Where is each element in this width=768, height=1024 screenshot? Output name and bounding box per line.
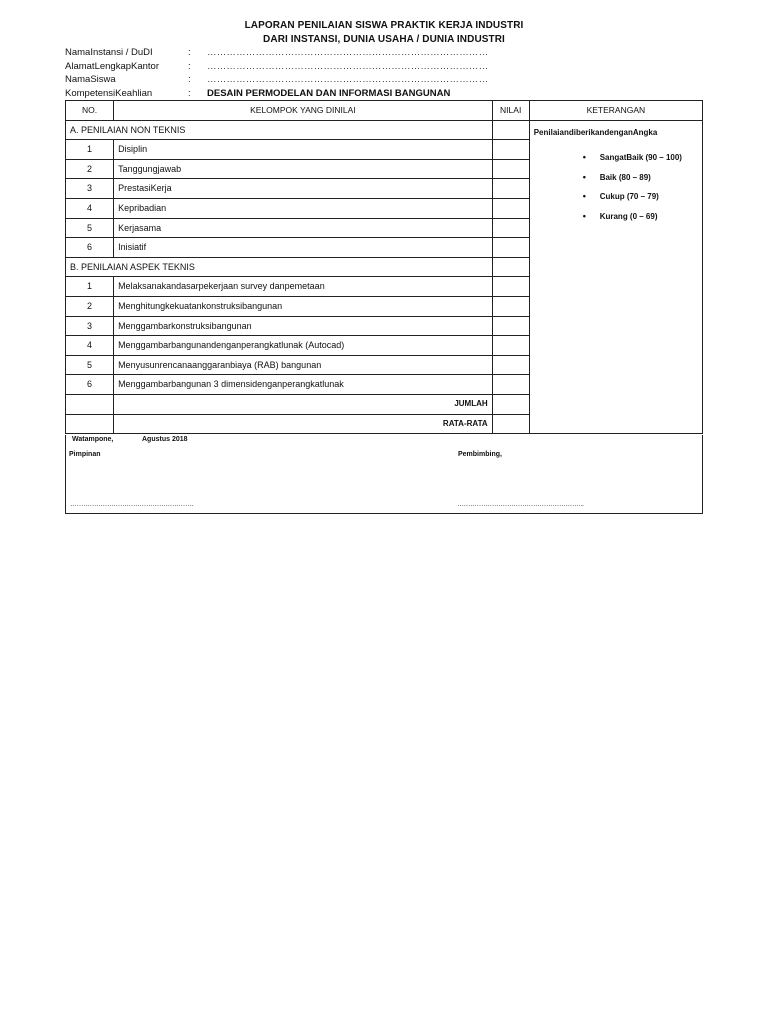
nilai-cell[interactable] [492, 238, 529, 258]
grade-scale-list [534, 148, 698, 226]
keterangan-title: PenilaiandiberikandenganAngka [533, 127, 658, 137]
bullet-icon: • [582, 210, 586, 221]
grade-label: Cukup (70 – 79) [599, 192, 659, 202]
row-item: Menggambarkonstruksibangunan [114, 316, 493, 336]
pembimbing-label: Pembimbing, [458, 451, 502, 458]
nilai-cell[interactable] [492, 179, 529, 199]
row-item: Melaksanakandasarpekerjaan survey danpemetaan [114, 277, 493, 297]
info-label: AlamatLengkapKantor [65, 60, 160, 72]
signature-date: Agustus 2018 [142, 436, 188, 443]
nilai-cell[interactable] [492, 355, 529, 375]
row-number: 4 [66, 336, 114, 356]
row-number: 1 [66, 277, 114, 297]
row-item: Kepribadian [114, 198, 493, 218]
row-number: 1 [66, 140, 114, 160]
signature-box [65, 435, 703, 514]
report-title-line1: LAPORAN PENILAIAN SISWA PRAKTIK KERJA INDUSTRI [244, 20, 524, 31]
info-label: KompetensiKeahlian [65, 87, 153, 99]
info-value: …………………………………………………………………………… [207, 47, 489, 58]
assessment-table [65, 100, 703, 434]
nilai-cell[interactable] [492, 218, 529, 238]
jumlah-value-cell[interactable] [492, 394, 529, 414]
row-number: 6 [66, 238, 114, 258]
table-header-row [66, 101, 703, 121]
section-a-label: A. PENILAIAN NON TEKNIS [66, 120, 493, 140]
grade-item [534, 207, 698, 227]
header-keterangan: KETERANGAN [529, 101, 702, 121]
info-value: DESAIN PERMODELAN DAN INFORMASI BANGUNAN [207, 87, 451, 99]
row-item: Tanggungjawab [114, 159, 493, 179]
info-colon: : [188, 74, 191, 85]
bullet-icon: • [582, 191, 586, 202]
signature-place: Watampone, [72, 436, 114, 443]
header-kelompok: KELOMPOK YANG DINILAI [114, 101, 493, 121]
info-value: …………………………………………………………………………… [207, 60, 489, 72]
row-number: 6 [66, 375, 114, 395]
row-item: Inisiatif [114, 238, 493, 258]
row-item: Menyusunrencanaanggaranbiaya (RAB) bangunan [114, 355, 493, 375]
rata-rata-label: RATA-RATA [114, 414, 493, 434]
row-item: PrestasiKerja [114, 179, 493, 199]
grade-item [534, 168, 698, 188]
nilai-cell[interactable] [492, 316, 529, 336]
bullet-icon: • [582, 171, 586, 182]
row-number: 2 [66, 159, 114, 179]
pimpinan-label: Pimpinan [69, 451, 101, 458]
nilai-cell[interactable] [492, 296, 529, 316]
report-title-line2: DARI INSTANSI, DUNIA USAHA / DUNIA INDUSTRI [263, 34, 505, 45]
nilai-cell[interactable] [492, 159, 529, 179]
nilai-cell[interactable] [492, 140, 529, 160]
info-value: …………………………………………………………………………… [207, 74, 489, 85]
nilai-cell[interactable] [492, 277, 529, 297]
rata-rata-value-cell[interactable] [492, 414, 529, 434]
info-label: NamaSiswa [65, 74, 116, 85]
grade-label: Baik (80 – 89) [599, 172, 651, 182]
grade-item [534, 148, 698, 168]
nilai-cell[interactable] [492, 336, 529, 356]
jumlah-label: JUMLAH [114, 394, 493, 414]
pimpinan-signature-line: ………………………………………………… [70, 501, 194, 508]
grade-item [534, 187, 698, 207]
nilai-cell [492, 120, 529, 140]
row-item: Menggambarbangunandenganperangkatlunak (Autocad) [114, 336, 493, 356]
section-b-label: B. PENILAIAN ASPEK TEKNIS [66, 257, 493, 277]
pembimbing-signature-line: ………………………………………………….. [457, 501, 584, 508]
nilai-cell[interactable] [492, 375, 529, 395]
row-number: 4 [66, 198, 114, 218]
row-item: Disiplin [114, 140, 493, 160]
info-colon: : [188, 87, 191, 99]
keterangan-cell [529, 120, 702, 434]
nilai-cell [492, 257, 529, 277]
row-item: Menghitungkekuatankonstruksibangunan [114, 296, 493, 316]
empty-cell [66, 414, 114, 434]
row-item: Kerjasama [114, 218, 493, 238]
row-item: Menggambarbangunan 3 dimensidenganperangkatlunak [114, 375, 493, 395]
row-number: 3 [66, 179, 114, 199]
header-nilai: NILAI [492, 101, 529, 121]
row-number: 5 [66, 355, 114, 375]
row-number: 2 [66, 296, 114, 316]
nilai-cell[interactable] [492, 198, 529, 218]
header-no: NO. [66, 101, 114, 121]
bullet-icon: • [582, 152, 586, 163]
info-colon: : [188, 47, 191, 58]
empty-cell [66, 394, 114, 414]
row-number: 5 [66, 218, 114, 238]
grade-label: SangatBaik (90 – 100) [599, 153, 682, 163]
info-label: NamaInstansi / DuDI [65, 47, 153, 58]
section-a-row [66, 120, 703, 140]
row-number: 3 [66, 316, 114, 336]
info-colon: : [188, 60, 191, 72]
grade-label: Kurang (0 – 69) [599, 211, 658, 221]
